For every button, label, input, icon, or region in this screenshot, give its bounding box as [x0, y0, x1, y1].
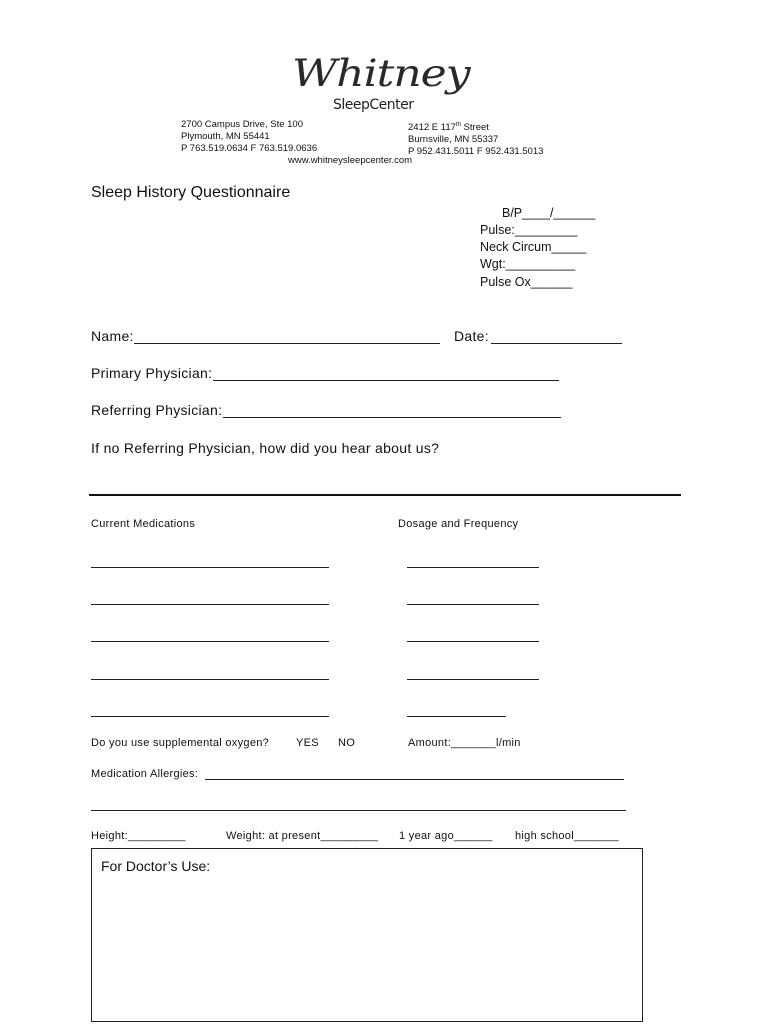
pulse-field[interactable]: Pulse:_________ [480, 223, 578, 237]
name-input-line[interactable] [134, 343, 440, 344]
page-title: Sleep History Questionnaire [91, 184, 291, 201]
weight-vital-field[interactable]: Wgt:__________ [480, 257, 576, 271]
current-medications-header: Current Medications [91, 518, 196, 530]
right-address-street-number: 2412 E 117 [408, 122, 456, 134]
right-address-street-name: Street [460, 122, 489, 134]
weight-present-field[interactable]: Weight: at present_________ [226, 830, 379, 842]
medication-input-line[interactable] [91, 567, 329, 568]
name-label: Name: [91, 328, 134, 344]
medication-input-line[interactable] [91, 716, 329, 717]
medication-input-line[interactable] [91, 641, 329, 642]
allergies-input-line[interactable] [205, 779, 624, 780]
website-link[interactable]: www.whitneysleepcenter.com [288, 155, 413, 166]
dosage-input-line[interactable] [407, 716, 506, 717]
oxygen-question: Do you use supplemental oxygen? [91, 737, 270, 749]
doctors-use-label: For Doctor’s Use: [101, 858, 211, 874]
primary-physician-input-line[interactable] [213, 380, 559, 381]
left-address-line3: P 763.519.0634 F 763.519.0636 [181, 143, 318, 154]
medication-allergies-label: Medication Allergies: [91, 768, 199, 780]
oxygen-no-option[interactable]: NO [338, 737, 356, 749]
allergies-input-line-2[interactable] [91, 810, 626, 811]
referring-physician-label: Referring Physician: [91, 402, 223, 418]
dosage-input-line[interactable] [407, 641, 539, 642]
right-address [408, 119, 543, 158]
right-address-line2: Burnsville, MN 55337 [408, 134, 499, 146]
left-address-line2: Plymouth, MN 55441 [181, 131, 270, 142]
weight-year-ago-field[interactable]: 1 year ago______ [399, 830, 493, 842]
left-address [181, 119, 317, 155]
date-label: Date: [454, 328, 489, 344]
height-field[interactable]: Height:_________ [91, 830, 186, 842]
ordinal-suffix: th [455, 122, 461, 128]
section-divider [89, 494, 681, 496]
oxygen-yes-option[interactable]: YES [296, 737, 319, 749]
date-input-line[interactable] [491, 343, 622, 344]
neck-circum-field[interactable]: Neck Circum_____ [480, 240, 587, 254]
bp-field[interactable]: B/P____/______ [502, 206, 596, 220]
medication-input-line[interactable] [91, 679, 329, 680]
weight-high-school-field[interactable]: high school_______ [515, 830, 619, 842]
right-address-line3: P 952.431.5011 F 952.431.5013 [408, 146, 544, 158]
dosage-input-line[interactable] [407, 604, 539, 605]
primary-physician-label: Primary Physician: [91, 365, 213, 381]
dosage-input-line[interactable] [407, 567, 539, 568]
doctors-use-box[interactable] [91, 848, 643, 1022]
right-address-line1 [408, 119, 543, 134]
medication-input-line[interactable] [91, 604, 329, 605]
logo-subtitle: SleepCenter [333, 97, 414, 113]
pulse-ox-field[interactable]: Pulse Ox______ [480, 275, 573, 289]
logo-wordmark: Whitney [292, 52, 470, 96]
referring-physician-input-line[interactable] [223, 417, 561, 418]
left-address-line1: 2700 Campus Drive, Ste 100 [181, 119, 303, 130]
dosage-frequency-header: Dosage and Frequency [398, 518, 519, 530]
dosage-input-line[interactable] [407, 679, 539, 680]
oxygen-amount-field[interactable]: Amount:_______l/min [408, 737, 521, 749]
referral-question: If no Referring Physician, how did you hear about us? [91, 440, 440, 456]
